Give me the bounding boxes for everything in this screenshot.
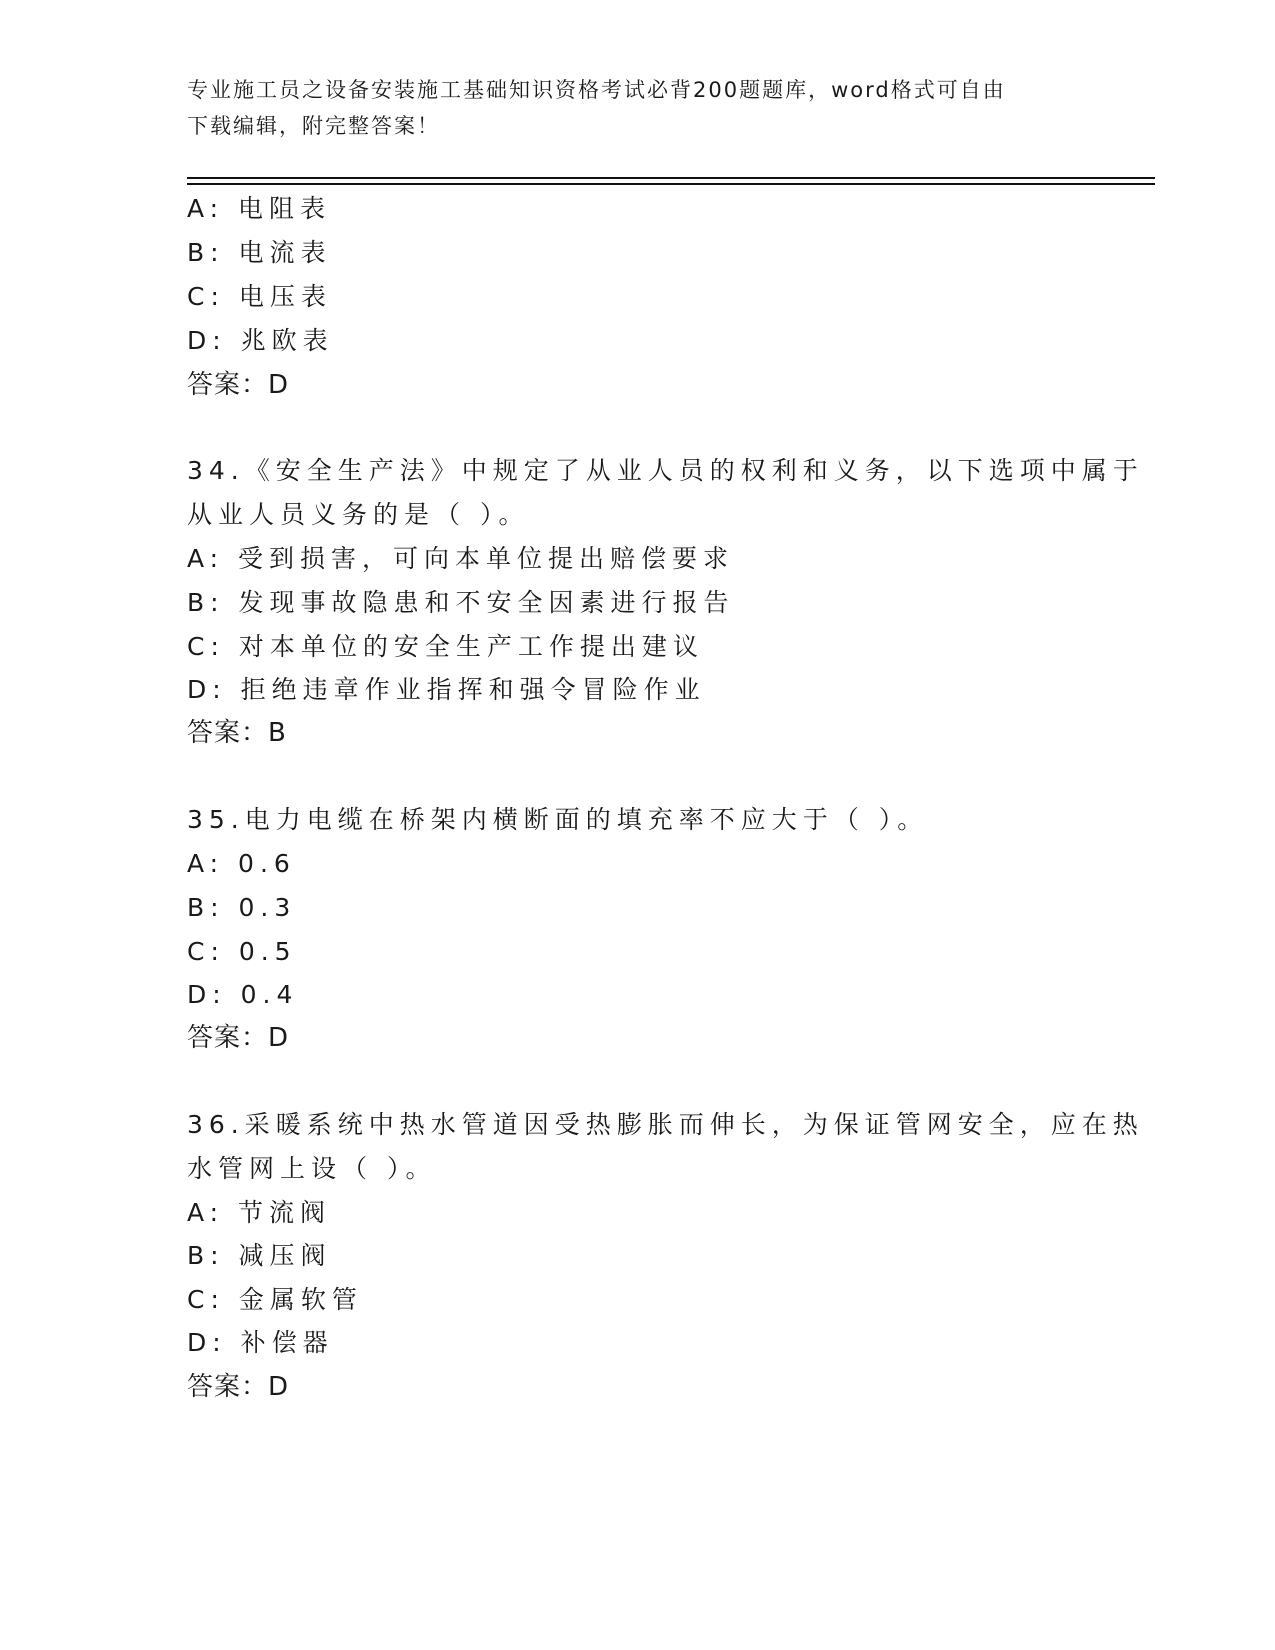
q34-option-d: D: 拒绝违章作业指挥和强令冒险作业 [187,675,706,704]
q34-question-line-1: 34.《安全生产法》中规定了从业人员的权利和义务，以下选项中属于 [187,456,1144,485]
q35-answer: 答案：D [187,1023,290,1053]
q34-option-a: A: 受到损害，可向本单位提出赔偿要求 [187,544,735,573]
q35-option-c: C: 0.5 [187,937,297,966]
q36-option-a: A: 节流阀 [187,1198,332,1227]
header-divider-top [187,177,1155,179]
q34-answer: 答案：B [187,718,287,748]
q36-option-d: D: 补偿器 [187,1328,334,1357]
q33-option-b: B: 电流表 [187,238,332,267]
q35-option-d: D: 0.4 [187,980,299,1009]
q34-option-b: B: 发现事故隐患和不安全因素进行报告 [187,588,735,617]
q36-question-line-1: 36.采暖系统中热水管道因受热膨胀而伸长，为保证管网安全，应在热 [187,1110,1144,1139]
header-line-2: 下载编辑，附完整答案！ [187,114,440,138]
q34-question-line-2: 从业人员义务的是（ ）。 [187,500,530,529]
q33-option-c: C: 电压表 [187,282,332,311]
q36-option-b: B: 减压阀 [187,1241,332,1270]
q33-option-a: A: 电阻表 [187,194,332,223]
q36-answer: 答案：D [187,1372,290,1402]
q36-option-c: C: 金属软管 [187,1285,363,1314]
q35-option-b: B: 0.3 [187,893,297,922]
q35-option-a: A: 0.6 [187,849,296,878]
q35-question-line-1: 35.电力电缆在桥架内横断面的填充率不应大于（ ）。 [187,805,929,834]
header-line-1: 专业施工员之设备安装施工基础知识资格考试必背200题题库，word格式可自由 [187,78,1006,102]
q36-question-line-2: 水管网上设（ ）。 [187,1154,437,1183]
q33-option-d: D: 兆欧表 [187,326,334,355]
header-divider-bottom [187,183,1155,185]
q34-option-c: C: 对本单位的安全生产工作提出建议 [187,632,704,661]
document-header [187,72,1087,144]
q33-answer: 答案：D [187,370,290,400]
